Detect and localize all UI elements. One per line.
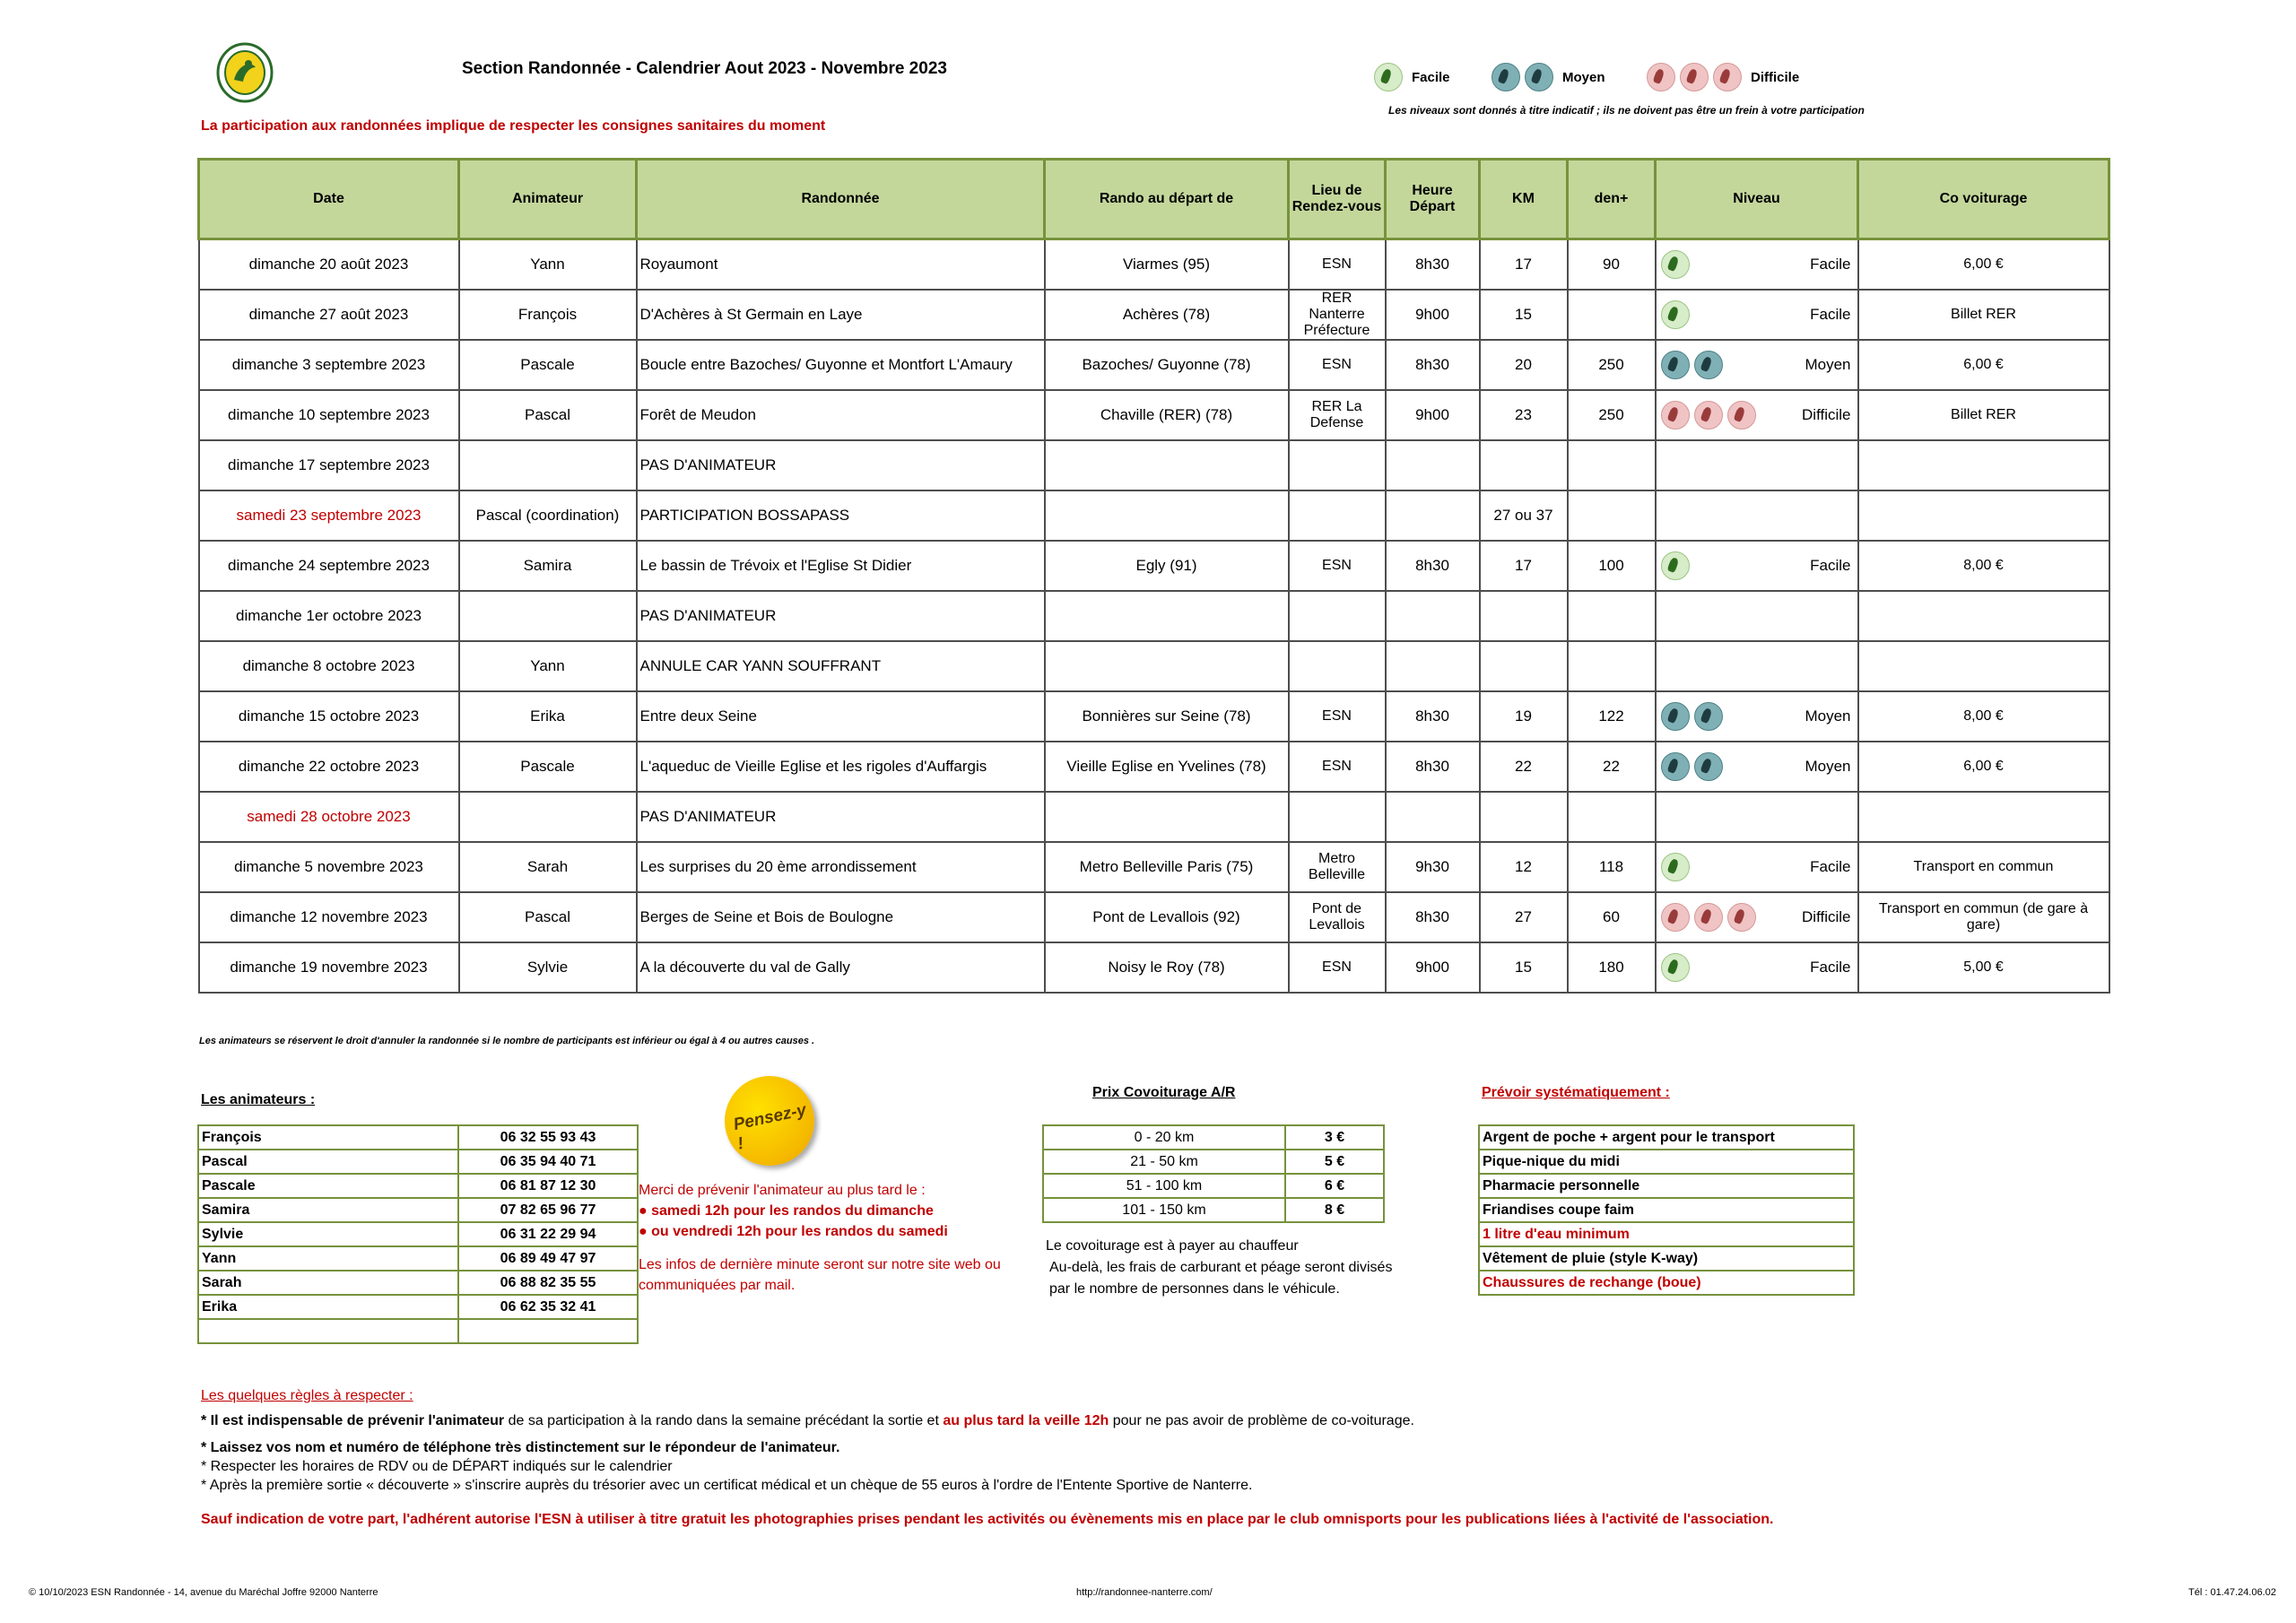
prevoir-item: 1 litre d'eau minimum: [1479, 1222, 1854, 1246]
cell-lieu: ESN: [1289, 239, 1386, 291]
cell-heure: 8h30: [1386, 239, 1480, 291]
cell-animateur: Pascal (coordination): [459, 490, 637, 541]
hiker-teal-icon: [1492, 63, 1520, 91]
hiker-teal-icon: [1661, 752, 1690, 781]
prevoir-row: [1479, 1271, 1854, 1295]
cell-niveau: [1656, 440, 1858, 490]
cell-randonnee: PAS D'ANIMATEUR: [637, 440, 1045, 490]
animateur-phone: [458, 1319, 638, 1343]
cell-covoiturage: Transport en commun: [1858, 842, 2109, 892]
cell-den: 22: [1568, 742, 1656, 792]
col-animateur: Animateur: [459, 160, 637, 239]
table-row: [199, 290, 2109, 340]
prevoir-row: [1479, 1125, 1854, 1150]
hiker-green-icon: [1661, 953, 1690, 982]
animateur-phone: 06 32 55 93 43: [458, 1125, 638, 1150]
niveau-label: Facile: [1810, 858, 1851, 875]
cell-animateur: François: [459, 290, 637, 340]
cell-date: dimanche 27 août 2023: [199, 290, 459, 340]
cell-niveau: [1656, 340, 1858, 390]
cell-animateur: Samira: [459, 541, 637, 591]
cell-km: 19: [1480, 691, 1568, 742]
cell-depart: [1045, 792, 1289, 842]
cell-animateur: Pascale: [459, 340, 637, 390]
hiker-green-icon: [1661, 853, 1690, 881]
animateur-name: Samira: [198, 1198, 458, 1222]
prevoir-item: Friandises coupe faim: [1479, 1198, 1854, 1222]
hiker-teal-icon: [1694, 702, 1723, 731]
cell-randonnee: PAS D'ANIMATEUR: [637, 591, 1045, 641]
cell-lieu: ESN: [1289, 691, 1386, 742]
cell-heure: 9h00: [1386, 942, 1480, 993]
cell-heure: 8h30: [1386, 691, 1480, 742]
animateur-row: [198, 1246, 638, 1271]
animateur-row: [198, 1174, 638, 1198]
hiker-teal-icon: [1661, 351, 1690, 379]
cell-date: dimanche 5 novembre 2023: [199, 842, 459, 892]
cell-lieu: ESN: [1289, 742, 1386, 792]
cell-depart: Vieille Eglise en Yvelines (78): [1045, 742, 1289, 792]
cell-depart: [1045, 440, 1289, 490]
cell-randonnee: ANNULE CAR YANN SOUFFRANT: [637, 641, 1045, 691]
cell-depart: Egly (91): [1045, 541, 1289, 591]
cell-animateur: [459, 440, 637, 490]
cell-depart: Bazoches/ Guyonne (78): [1045, 340, 1289, 390]
hiker-pink-icon: [1727, 903, 1756, 932]
rule-2: * Laissez vos nom et numéro de téléphone très distinctement sur le répondeur de l'animateur.: [201, 1440, 840, 1455]
prevoir-row: [1479, 1198, 1854, 1222]
cell-depart: [1045, 641, 1289, 691]
table-row: [199, 440, 2109, 490]
niveau-label: Facile: [1810, 306, 1851, 323]
animateur-row: [198, 1198, 638, 1222]
cell-lieu: RER Nanterre Préfecture: [1289, 290, 1386, 340]
covoit-price: 6 €: [1285, 1174, 1384, 1198]
cell-niveau: [1656, 742, 1858, 792]
cell-den: 118: [1568, 842, 1656, 892]
cell-covoiturage: 6,00 €: [1858, 239, 2109, 291]
cell-covoiturage: 6,00 €: [1858, 742, 2109, 792]
covoit-row: [1043, 1174, 1384, 1198]
cell-animateur: Pascal: [459, 892, 637, 942]
cell-heure: [1386, 591, 1480, 641]
cell-covoiturage: [1858, 490, 2109, 541]
cell-den: [1568, 641, 1656, 691]
cell-randonnee: Forêt de Meudon: [637, 390, 1045, 440]
pensez-bullet-sunday: ● samedi 12h pour les randos du dimanche: [639, 1203, 934, 1219]
prevoir-row: [1479, 1174, 1854, 1198]
cell-covoiturage: 5,00 €: [1858, 942, 2109, 993]
cell-km: [1480, 641, 1568, 691]
cell-km: 15: [1480, 290, 1568, 340]
cell-covoiturage: [1858, 440, 2109, 490]
cell-randonnee: Royaumont: [637, 239, 1045, 291]
table-row: [199, 641, 2109, 691]
cell-den: [1568, 792, 1656, 842]
cell-animateur: [459, 591, 637, 641]
cell-randonnee: A la découverte du val de Gally: [637, 942, 1045, 993]
animateurs-title: Les animateurs :: [201, 1092, 316, 1107]
cell-heure: 8h30: [1386, 340, 1480, 390]
legend-moyen: Moyen: [1492, 63, 1605, 91]
cell-animateur: Erika: [459, 691, 637, 742]
cell-niveau: [1656, 591, 1858, 641]
animateur-name: Erika: [198, 1295, 458, 1319]
hiker-teal-icon: [1694, 351, 1723, 379]
cell-depart: Achères (78): [1045, 290, 1289, 340]
cell-randonnee: Berges de Seine et Bois de Boulogne: [637, 892, 1045, 942]
cell-covoiturage: [1858, 591, 2109, 641]
cell-heure: 8h30: [1386, 541, 1480, 591]
col-den: den+: [1568, 160, 1656, 239]
table-row: [199, 691, 2109, 742]
cell-niveau: [1656, 892, 1858, 942]
cell-km: [1480, 591, 1568, 641]
cell-km: 27: [1480, 892, 1568, 942]
prevoir-table: [1478, 1124, 1855, 1296]
cell-den: 122: [1568, 691, 1656, 742]
footer-address: © 10/10/2023 ESN Randonnée - 14, avenue du Maréchal Joffre 92000 Nanterre: [29, 1587, 378, 1598]
cell-niveau: [1656, 942, 1858, 993]
cell-depart: Noisy le Roy (78): [1045, 942, 1289, 993]
table-row: [199, 340, 2109, 390]
hiker-teal-icon: [1694, 752, 1723, 781]
animateur-phone: 07 82 65 96 77: [458, 1198, 638, 1222]
covoit-table: [1042, 1124, 1385, 1223]
table-row: [199, 892, 2109, 942]
niveau-label: Moyen: [1805, 707, 1851, 725]
covoit-price: 8 €: [1285, 1198, 1384, 1222]
legend-difficile: Difficile: [1647, 63, 1799, 91]
cell-depart: Metro Belleville Paris (75): [1045, 842, 1289, 892]
hiker-green-icon: [1661, 250, 1690, 279]
cell-heure: 9h00: [1386, 290, 1480, 340]
animateur-name: Sarah: [198, 1271, 458, 1295]
cell-depart: Pont de Levallois (92): [1045, 892, 1289, 942]
animateur-name: Pascale: [198, 1174, 458, 1198]
footer-website[interactable]: http://randonnee-nanterre.com/: [1076, 1587, 1213, 1598]
pensez-intro: Merci de prévenir l'animateur au plus tard le :: [639, 1183, 926, 1198]
covoit-range: 101 - 150 km: [1043, 1198, 1285, 1222]
cell-date: dimanche 17 septembre 2023: [199, 440, 459, 490]
animateur-row: [198, 1222, 638, 1246]
cell-depart: [1045, 490, 1289, 541]
col-lieu: Lieu de Rendez-vous: [1289, 160, 1386, 239]
cell-heure: 9h00: [1386, 390, 1480, 440]
animateur-row: [198, 1150, 638, 1174]
cell-covoiturage: Billet RER: [1858, 390, 2109, 440]
cell-lieu: [1289, 440, 1386, 490]
cell-randonnee: Le bassin de Trévoix et l'Eglise St Didier: [637, 541, 1045, 591]
legend-note: Les niveaux sont donnés à titre indicatif ; ils ne doivent pas être un frein à votre participation: [1388, 104, 1865, 117]
cell-km: 27 ou 37: [1480, 490, 1568, 541]
hiker-green-icon: [1661, 551, 1690, 580]
pensez-y-stamp: Pensez-y !: [717, 1068, 823, 1175]
cell-den: 250: [1568, 340, 1656, 390]
animateur-phone: 06 89 49 47 97: [458, 1246, 638, 1271]
cell-lieu: [1289, 591, 1386, 641]
animateur-row: [198, 1319, 638, 1343]
cell-covoiturage: [1858, 641, 2109, 691]
sanitary-warning: La participation aux randonnées implique de respecter les consignes sanitaires du moment: [201, 118, 826, 134]
animateurs-table: [197, 1124, 639, 1344]
col-niveau: Niveau: [1656, 160, 1858, 239]
niveau-label: Difficile: [1802, 406, 1851, 423]
animateur-phone: 06 31 22 29 94: [458, 1222, 638, 1246]
table-row: [199, 591, 2109, 641]
table-row: [199, 842, 2109, 892]
covoit-row: [1043, 1150, 1384, 1174]
table-row: [199, 792, 2109, 842]
page-title: Section Randonnée - Calendrier Aout 2023 - Novembre 2023: [462, 59, 947, 78]
cell-animateur: Sarah: [459, 842, 637, 892]
cell-animateur: Yann: [459, 239, 637, 291]
animateur-phone: 06 88 82 35 55: [458, 1271, 638, 1295]
cell-den: [1568, 290, 1656, 340]
col-heure: Heure Départ: [1386, 160, 1480, 239]
pensez-block: [639, 1180, 1051, 1296]
calendar-table: [197, 158, 2110, 994]
cell-randonnee: Boucle entre Bazoches/ Guyonne et Montfort L'Amaury: [637, 340, 1045, 390]
hiker-pink-icon: [1713, 63, 1742, 91]
table-row: [199, 942, 2109, 993]
cell-lieu: [1289, 792, 1386, 842]
cell-lieu: [1289, 641, 1386, 691]
cell-km: [1480, 440, 1568, 490]
table-row: [199, 541, 2109, 591]
cell-km: 15: [1480, 942, 1568, 993]
niveau-label: Facile: [1810, 256, 1851, 273]
cell-heure: 8h30: [1386, 892, 1480, 942]
cell-den: [1568, 490, 1656, 541]
cell-date: dimanche 19 novembre 2023: [199, 942, 459, 993]
cell-depart: Bonnières sur Seine (78): [1045, 691, 1289, 742]
cell-lieu: ESN: [1289, 340, 1386, 390]
prevoir-item: Vêtement de pluie (style K-way): [1479, 1246, 1854, 1271]
cell-heure: [1386, 641, 1480, 691]
cell-date: samedi 23 septembre 2023: [199, 490, 459, 541]
calendar-header-row: [199, 160, 2109, 239]
covoit-row: [1043, 1125, 1384, 1150]
rule-3: * Respecter les horaires de RDV ou de DÉPART indiqués sur le calendrier: [201, 1459, 673, 1474]
cell-randonnee: PAS D'ANIMATEUR: [637, 792, 1045, 842]
cell-niveau: [1656, 641, 1858, 691]
animateur-name: [198, 1319, 458, 1343]
animateur-name: Pascal: [198, 1150, 458, 1174]
cell-date: dimanche 8 octobre 2023: [199, 641, 459, 691]
cell-den: 180: [1568, 942, 1656, 993]
cell-lieu: ESN: [1289, 942, 1386, 993]
cell-animateur: Pascal: [459, 390, 637, 440]
niveau-label: Facile: [1810, 959, 1851, 976]
col-depart: Rando au départ de: [1045, 160, 1289, 239]
prevoir-item: Pharmacie personnelle: [1479, 1174, 1854, 1198]
hiker-green-icon: [1374, 63, 1403, 91]
hiker-green-icon: [1661, 300, 1690, 329]
niveau-label: Moyen: [1805, 758, 1851, 775]
cell-den: 90: [1568, 239, 1656, 291]
cell-animateur: Yann: [459, 641, 637, 691]
cell-animateur: Pascale: [459, 742, 637, 792]
animateur-row: [198, 1295, 638, 1319]
cell-niveau: [1656, 842, 1858, 892]
animateur-row: [198, 1271, 638, 1295]
animateur-phone: 06 81 87 12 30: [458, 1174, 638, 1198]
table-row: [199, 742, 2109, 792]
hiker-teal-icon: [1525, 63, 1553, 91]
animateur-phone: 06 35 94 40 71: [458, 1150, 638, 1174]
cell-den: [1568, 591, 1656, 641]
cell-km: 23: [1480, 390, 1568, 440]
hiker-pink-icon: [1727, 401, 1756, 430]
cell-heure: [1386, 792, 1480, 842]
cell-covoiturage: Billet RER: [1858, 290, 2109, 340]
cell-niveau: [1656, 390, 1858, 440]
legend-facile: Facile: [1374, 63, 1450, 91]
covoit-range: 21 - 50 km: [1043, 1150, 1285, 1174]
hiker-pink-icon: [1680, 63, 1709, 91]
cell-covoiturage: 8,00 €: [1858, 541, 2109, 591]
cell-km: 12: [1480, 842, 1568, 892]
hiker-teal-icon: [1661, 702, 1690, 731]
cell-lieu: Pont de Levallois: [1289, 892, 1386, 942]
cell-lieu: RER La Defense: [1289, 390, 1386, 440]
cell-niveau: [1656, 290, 1858, 340]
club-logo: [209, 40, 281, 105]
cell-heure: [1386, 440, 1480, 490]
cell-randonnee: D'Achères à St Germain en Laye: [637, 290, 1045, 340]
niveau-label: Facile: [1810, 557, 1851, 574]
cell-randonnee: L'aqueduc de Vieille Eglise et les rigoles d'Auffargis: [637, 742, 1045, 792]
cell-lieu: Metro Belleville: [1289, 842, 1386, 892]
prevoir-title: Prévoir systématiquement :: [1482, 1085, 1670, 1100]
cell-date: dimanche 12 novembre 2023: [199, 892, 459, 942]
cell-niveau: [1656, 490, 1858, 541]
cell-den: 100: [1568, 541, 1656, 591]
table-row: [199, 490, 2109, 541]
rule-4: * Après la première sortie « découverte » s'inscrire auprès du trésorier avec un certificat médical et un chèque de 55 euros à l'ordre de l'Entente Sportive de Nanterre.: [201, 1478, 1253, 1493]
cell-niveau: [1656, 541, 1858, 591]
niveau-label: Moyen: [1805, 356, 1851, 373]
covoit-row: [1043, 1198, 1384, 1222]
cell-animateur: [459, 792, 637, 842]
cell-depart: Chaville (RER) (78): [1045, 390, 1289, 440]
niveau-label: Difficile: [1802, 908, 1851, 925]
animateur-row: [198, 1125, 638, 1150]
col-covoiturage: Co voiturage: [1858, 160, 2109, 239]
cell-niveau: [1656, 792, 1858, 842]
cell-depart: Viarmes (95): [1045, 239, 1289, 291]
hiker-pink-icon: [1661, 401, 1690, 430]
prevoir-row: [1479, 1246, 1854, 1271]
col-km: KM: [1480, 160, 1568, 239]
cell-km: 22: [1480, 742, 1568, 792]
prevoir-row: [1479, 1222, 1854, 1246]
animateur-phone: 06 62 35 32 41: [458, 1295, 638, 1319]
cell-depart: [1045, 591, 1289, 641]
cell-heure: [1386, 490, 1480, 541]
cell-km: 17: [1480, 541, 1568, 591]
cell-den: [1568, 440, 1656, 490]
cell-covoiturage: Transport en commun (de gare à gare): [1858, 892, 2109, 942]
cell-niveau: [1656, 239, 1858, 291]
cell-heure: 8h30: [1386, 742, 1480, 792]
table-row: [199, 390, 2109, 440]
cell-lieu: [1289, 490, 1386, 541]
col-date: Date: [199, 160, 459, 239]
prevoir-item: Pique-nique du midi: [1479, 1150, 1854, 1174]
cell-date: dimanche 24 septembre 2023: [199, 541, 459, 591]
cell-randonnee: Entre deux Seine: [637, 691, 1045, 742]
prevoir-row: [1479, 1150, 1854, 1174]
cell-date: dimanche 20 août 2023: [199, 239, 459, 291]
cell-randonnee: PARTICIPATION BOSSAPASS: [637, 490, 1045, 541]
cell-km: [1480, 792, 1568, 842]
cell-date: dimanche 15 octobre 2023: [199, 691, 459, 742]
cell-date: dimanche 3 septembre 2023: [199, 340, 459, 390]
cell-den: 250: [1568, 390, 1656, 440]
cell-date: dimanche 10 septembre 2023: [199, 390, 459, 440]
cancellation-note: Les animateurs se réservent le droit d'annuler la randonnée si le nombre de participants est inférieur ou égal à 4 ou autres causes .: [199, 1036, 815, 1046]
animateur-name: François: [198, 1125, 458, 1150]
hiker-pink-icon: [1694, 401, 1723, 430]
cell-km: 20: [1480, 340, 1568, 390]
rule-1: * Il est indispensable de prévenir l'animateur de sa participation à la rando dans la semaine précédant la sortie et au plus tard la veille 12h pour ne pas avoir de problème de co-voiturage.: [201, 1413, 1414, 1428]
cell-animateur: Sylvie: [459, 942, 637, 993]
rules-title: Les quelques règles à respecter :: [201, 1388, 413, 1403]
cell-date: samedi 28 octobre 2023: [199, 792, 459, 842]
cell-randonnee: Les surprises du 20 ème arrondissement: [637, 842, 1045, 892]
prevoir-item: Chaussures de rechange (boue): [1479, 1271, 1854, 1295]
cell-lieu: ESN: [1289, 541, 1386, 591]
animateur-name: Sylvie: [198, 1222, 458, 1246]
prevoir-item: Argent de poche + argent pour le transport: [1479, 1125, 1854, 1150]
hiker-pink-icon: [1647, 63, 1675, 91]
pensez-bullet-saturday: ● ou vendredi 12h pour les randos du samedi: [639, 1224, 948, 1239]
cell-covoiturage: 6,00 €: [1858, 340, 2109, 390]
covoit-price: 3 €: [1285, 1125, 1384, 1150]
covoit-title: Prix Covoiturage A/R: [1092, 1085, 1236, 1100]
covoit-range: 0 - 20 km: [1043, 1125, 1285, 1150]
cell-date: dimanche 1er octobre 2023: [199, 591, 459, 641]
covoit-note-beyond: Au-delà, les frais de carburant et péage seront divisés par le nombre de personnes dans le véhicule.: [1049, 1260, 1393, 1297]
covoit-price: 5 €: [1285, 1150, 1384, 1174]
col-randonnee: Randonnée: [637, 160, 1045, 239]
hiker-pink-icon: [1694, 903, 1723, 932]
hiker-pink-icon: [1661, 903, 1690, 932]
cell-niveau: [1656, 691, 1858, 742]
pensez-info: Les infos de dernière minute seront sur notre site web ou communiquées par mail.: [639, 1257, 1001, 1293]
footer-phone: Tél : 01.47.24.06.02: [2188, 1587, 2276, 1598]
covoit-notes: [1046, 1236, 1405, 1300]
table-row: [199, 239, 2109, 291]
cell-date: dimanche 22 octobre 2023: [199, 742, 459, 792]
cell-km: 17: [1480, 239, 1568, 291]
cell-covoiturage: 8,00 €: [1858, 691, 2109, 742]
cell-covoiturage: [1858, 792, 2109, 842]
cell-den: 60: [1568, 892, 1656, 942]
animateur-name: Yann: [198, 1246, 458, 1271]
covoit-range: 51 - 100 km: [1043, 1174, 1285, 1198]
photo-consent: Sauf indication de votre part, l'adhérent autorise l'ESN à utiliser à titre gratuit les photographies prises pendant les activités ou évènements mis en place par le club omnisports pour les publications liées à l'activité de l'association.: [201, 1512, 1774, 1527]
covoit-note-pay: Le covoiturage est à payer au chauffeur: [1046, 1238, 1299, 1254]
cell-heure: 9h30: [1386, 842, 1480, 892]
